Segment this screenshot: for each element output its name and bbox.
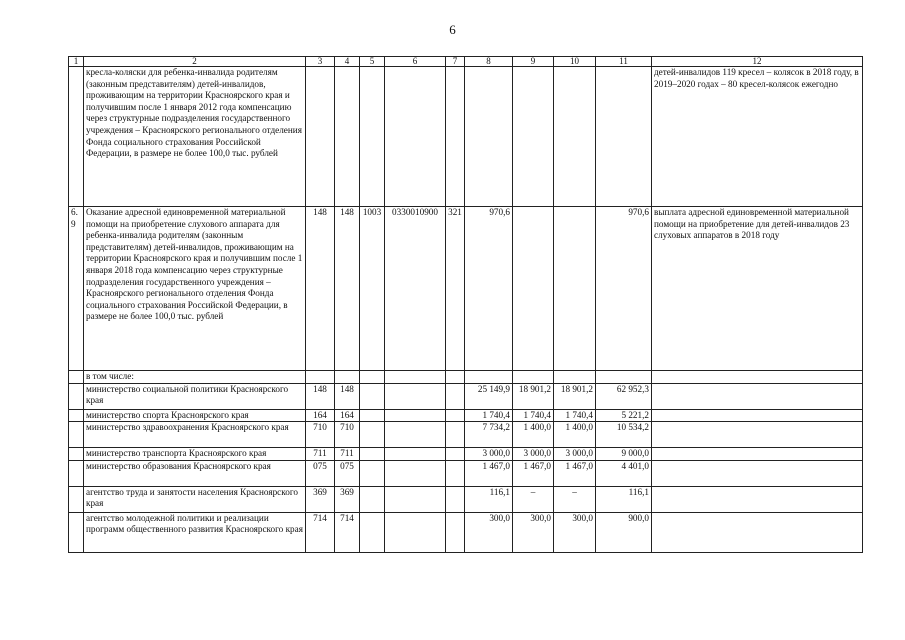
header-cell: 11 <box>596 57 652 67</box>
empty-cell <box>385 383 446 409</box>
expense-type-cell: 321 <box>446 207 465 371</box>
header-row <box>69 57 863 67</box>
empty-cell <box>360 460 385 486</box>
description-cell: кресла-коляски для ребенка-инвалида родителям (законным представителям) детей-инвалидов, проживающим на территории Красноярского края и получившим после 1 января 2012 года компенсацию через структурные подразделения государственного учреждения – Красноярского регионального отделения Фонда социального страхования Российской Федерации, в размере не более 100,0 тыс. рублей <box>84 67 306 207</box>
budget-table <box>68 56 863 553</box>
empty-cell <box>446 460 465 486</box>
value-cell: 1 400,0 <box>554 422 596 448</box>
description-cell: министерство здравоохранения Красноярского края <box>84 422 306 448</box>
header-cell: 9 <box>513 57 554 67</box>
empty-cell <box>360 371 385 384</box>
value-cell: 18 901,2 <box>513 383 554 409</box>
total-cell: 970,6 <box>596 207 652 371</box>
description-cell: министерство транспорта Красноярского края <box>84 448 306 461</box>
total-cell: 62 952,3 <box>596 383 652 409</box>
value-cell: 18 901,2 <box>554 383 596 409</box>
value-cell: 1 740,4 <box>554 409 596 422</box>
empty-cell <box>446 383 465 409</box>
value-cell: 300,0 <box>465 512 513 552</box>
total-cell: 5 221,2 <box>596 409 652 422</box>
gfrs-code-cell: 369 <box>335 486 360 512</box>
empty-cell <box>652 409 863 422</box>
value-cell: 116,1 <box>465 486 513 512</box>
total-cell: 116,1 <box>596 486 652 512</box>
gfrs-code-cell: 075 <box>335 460 360 486</box>
header-cell: 10 <box>554 57 596 67</box>
empty-cell <box>652 448 863 461</box>
empty-cell <box>446 486 465 512</box>
value-cell: 1 400,0 <box>513 422 554 448</box>
page-number: 6 <box>449 22 456 37</box>
row-number-cell <box>69 67 84 207</box>
empty-cell <box>446 422 465 448</box>
empty-cell <box>446 512 465 552</box>
value-cell: 3 000,0 <box>513 448 554 461</box>
empty-cell <box>446 409 465 422</box>
empty-cell <box>446 448 465 461</box>
table-row <box>69 422 863 448</box>
description-cell: министерство образования Красноярского края <box>84 460 306 486</box>
table-row <box>69 448 863 461</box>
table-row-continuation <box>69 67 863 207</box>
empty-cell <box>596 371 652 384</box>
target-code-cell: 0330010900 <box>385 207 446 371</box>
value-cell: 1 467,0 <box>513 460 554 486</box>
empty-cell <box>446 371 465 384</box>
empty-cell <box>465 67 513 207</box>
empty-cell <box>652 422 863 448</box>
header-cell: 7 <box>446 57 465 67</box>
empty-cell <box>306 371 335 384</box>
empty-cell <box>652 512 863 552</box>
value-cell: – <box>513 486 554 512</box>
empty-cell <box>360 409 385 422</box>
note-cell: выплата адресной единовременной материальной помощи на приобретение для детей-инвалидов 23 слуховых аппаратов в 2018 году <box>652 207 863 371</box>
table-row <box>69 486 863 512</box>
empty-cell <box>465 371 513 384</box>
empty-cell <box>385 371 446 384</box>
description-cell: Оказание адресной единовременной материальной помощи на приобретение слухового аппарата для ребенка-инвалида родителям (законным представителям) детей-инвалидов, проживающим на территории Красноярского края и получившим после 1 января 2018 года компенсацию через структурные подразделения государственного учреждения – Красноярского регионального отделения Фонда социального страхования Российской Федерации, в размере не более 100,0 тыс. рублей <box>84 207 306 371</box>
value-cell <box>554 207 596 371</box>
total-cell: 9 000,0 <box>596 448 652 461</box>
description-cell: министерство социальной политики Красноярского края <box>84 383 306 409</box>
value-cell: 1 467,0 <box>554 460 596 486</box>
value-cell: 1 467,0 <box>465 460 513 486</box>
table-row-6-9 <box>69 207 863 371</box>
value-cell: 25 149,9 <box>465 383 513 409</box>
empty-cell <box>69 486 84 512</box>
empty-cell <box>360 383 385 409</box>
header-cell: 6 <box>385 57 446 67</box>
value-cell: 300,0 <box>513 512 554 552</box>
empty-cell <box>652 460 863 486</box>
empty-cell <box>513 67 554 207</box>
table-row-including <box>69 371 863 384</box>
gfrs-code-cell: 714 <box>306 512 335 552</box>
total-cell: 10 534,2 <box>596 422 652 448</box>
empty-cell <box>69 448 84 461</box>
empty-cell <box>652 486 863 512</box>
empty-cell <box>446 67 465 207</box>
value-cell: 3 000,0 <box>554 448 596 461</box>
empty-cell <box>335 67 360 207</box>
empty-cell <box>385 67 446 207</box>
header-cell: 8 <box>465 57 513 67</box>
header-cell: 4 <box>335 57 360 67</box>
gfrs-code-cell: 711 <box>335 448 360 461</box>
empty-cell <box>69 383 84 409</box>
gfrs-code-cell: 164 <box>335 409 360 422</box>
total-cell: 4 401,0 <box>596 460 652 486</box>
empty-cell <box>69 422 84 448</box>
description-cell: агентство труда и занятости населения Красноярского края <box>84 486 306 512</box>
table-row <box>69 383 863 409</box>
gfrs-code-cell: 164 <box>306 409 335 422</box>
value-cell: 7 734,2 <box>465 422 513 448</box>
gfrs-code-cell: 075 <box>306 460 335 486</box>
value-cell: 970,6 <box>465 207 513 371</box>
empty-cell <box>385 460 446 486</box>
gfrs-code-cell: 148 <box>306 383 335 409</box>
empty-cell <box>385 448 446 461</box>
gfrs-code-cell: 711 <box>306 448 335 461</box>
empty-cell <box>335 371 360 384</box>
gfrs-code-cell: 714 <box>335 512 360 552</box>
empty-cell <box>385 422 446 448</box>
empty-cell <box>596 67 652 207</box>
value-cell: 1 740,4 <box>465 409 513 422</box>
gfrs-code-cell: 148 <box>335 207 360 371</box>
gfrs-code-cell: 710 <box>306 422 335 448</box>
table-row <box>69 460 863 486</box>
header-cell: 12 <box>652 57 863 67</box>
empty-cell <box>69 371 84 384</box>
description-cell: в том числе: <box>84 371 306 384</box>
value-cell: 300,0 <box>554 512 596 552</box>
empty-cell <box>69 409 84 422</box>
table-row <box>69 512 863 552</box>
note-cell: детей-инвалидов 119 кресел – колясок в 2018 году, в 2019–2020 годах – 80 кресел-колясок ежегодно <box>652 67 863 207</box>
header-cell: 1 <box>69 57 84 67</box>
header-cell: 3 <box>306 57 335 67</box>
header-cell: 2 <box>84 57 306 67</box>
empty-cell <box>360 512 385 552</box>
empty-cell <box>385 486 446 512</box>
description-cell: агентство молодежной политики и реализации программ общественного развития Красноярского края <box>84 512 306 552</box>
section-code-cell: 1003 <box>360 207 385 371</box>
value-cell: 3 000,0 <box>465 448 513 461</box>
gfrs-code-cell: 369 <box>306 486 335 512</box>
empty-cell <box>360 486 385 512</box>
empty-cell <box>554 67 596 207</box>
empty-cell <box>306 67 335 207</box>
empty-cell <box>652 371 863 384</box>
header-cell: 5 <box>360 57 385 67</box>
empty-cell <box>360 422 385 448</box>
empty-cell <box>554 371 596 384</box>
empty-cell <box>652 383 863 409</box>
empty-cell <box>69 460 84 486</box>
gfrs-code-cell: 148 <box>306 207 335 371</box>
value-cell: 1 740,4 <box>513 409 554 422</box>
gfrs-code-cell: 710 <box>335 422 360 448</box>
total-cell: 900,0 <box>596 512 652 552</box>
description-cell: министерство спорта Красноярского края <box>84 409 306 422</box>
value-cell <box>513 207 554 371</box>
empty-cell <box>69 512 84 552</box>
gfrs-code-cell: 148 <box>335 383 360 409</box>
empty-cell <box>513 371 554 384</box>
value-cell: – <box>554 486 596 512</box>
empty-cell <box>385 409 446 422</box>
table-row <box>69 409 863 422</box>
empty-cell <box>360 67 385 207</box>
row-number-cell: 6.9 <box>69 207 84 371</box>
empty-cell <box>360 448 385 461</box>
empty-cell <box>385 512 446 552</box>
